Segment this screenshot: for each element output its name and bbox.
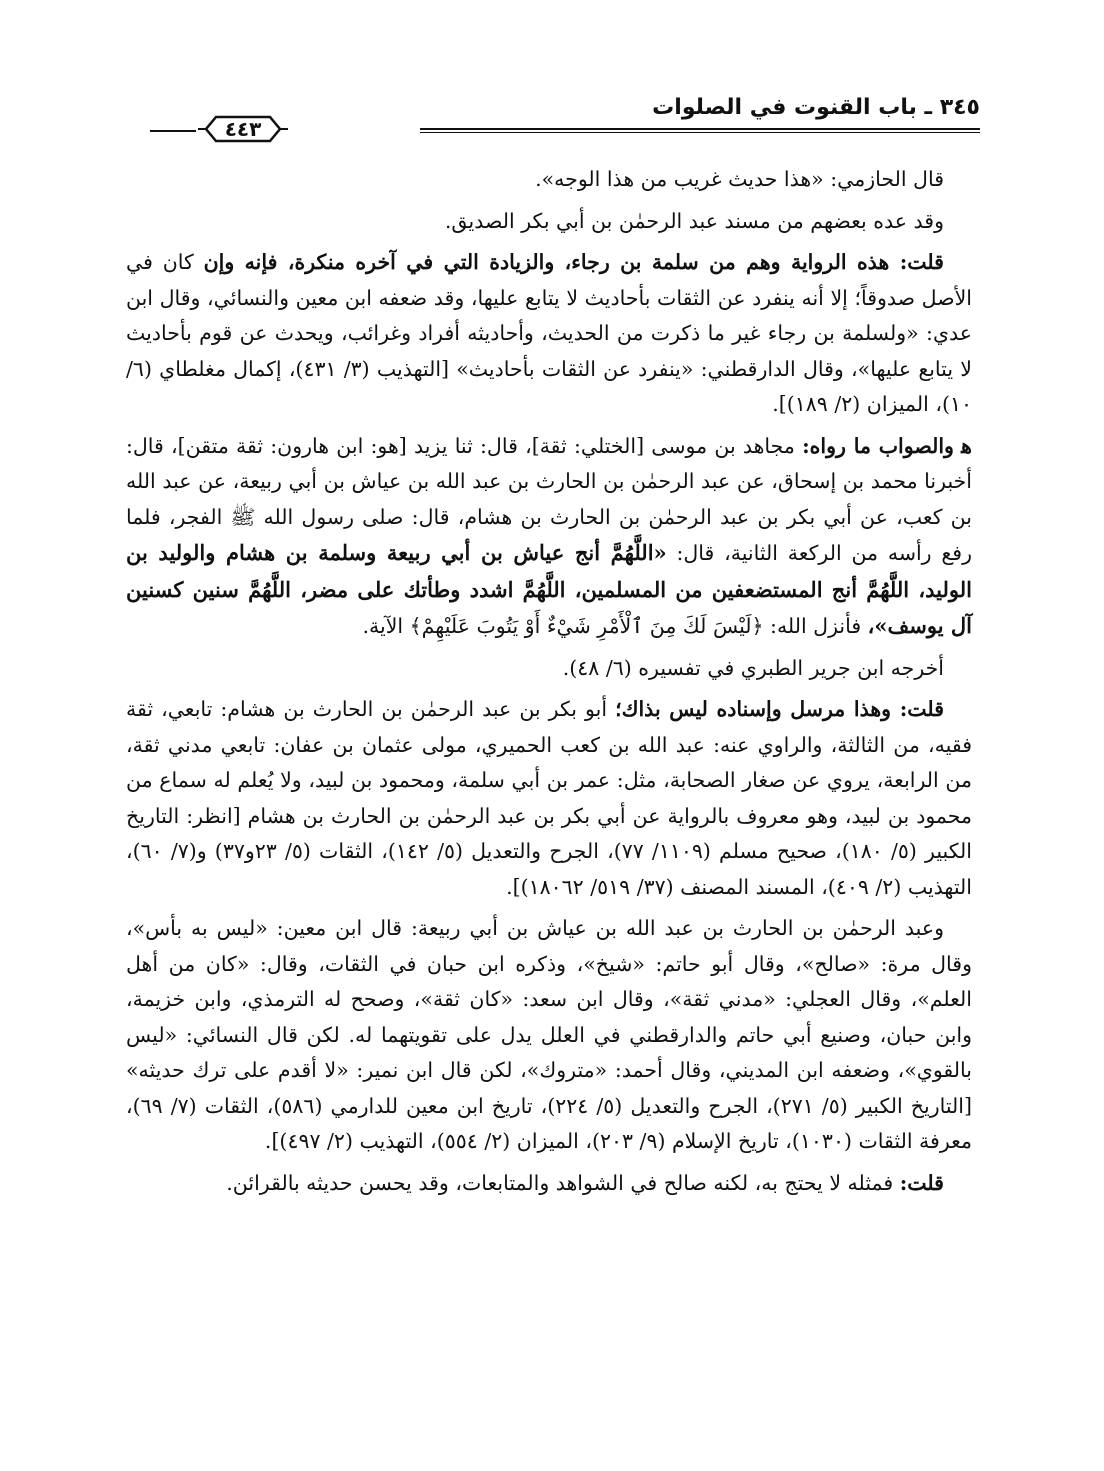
page-header — [150, 94, 980, 150]
hadith-quote: «اللَّهُمَّ أنج عياش بن أبي ربيعة وسلمة بن هشام والوليد بن الوليد، اللَّهُمَّ أنج المستضعفين من المسلمين، اللَّهُمَّ اشدد وطأتك على مضر، اللَّهُمَّ سنين كسنين آل يوسف»، — [126, 540, 972, 638]
paragraph-3-bold: هذه الرواية وهم من سلمة بن رجاء، والزيادة التي في آخره منكرة، فإنه وإن — [203, 250, 900, 274]
paragraph-3-lead: قلت: — [899, 250, 944, 274]
header-rule-left — [150, 130, 196, 132]
main-text — [126, 162, 972, 1207]
paragraph-6-text: أبو بكر بن عبد الرحمٰن بن الحارث بن هشام: تابعي، ثقة فقيه، من الثالثة، والراوي عنه: عبد الله بن كعب الحميري، مولى عثمان بن عفان: تابعي مدني ثقة، من الرابعة، يروي عن صغار الصحابة، مثل: عمر بن أبي سلمة، ومحمود بن لبيد، ولا يُعلم له سماع من محمود بن لبيد، وهو معروف بالرواية عن أبي بكر بن عبد الرحمٰن بن الحارث بن هشام [انظر: التاريخ الكبير (٥/ ١٨٠)، صحيح مسلم (١١٠٩/ ٧٧)، الجرح والتعديل (٥/ ١٤٢)، الثقات (٥/ ٢٣و٣٧) و(٧/ ٦٠)، التهذيب (٢/ ٤٠٩)، المسند المصنف (٣٧/ ٥١٩/ ١٨٠٦٢)]. — [126, 697, 972, 899]
bullet-icon: ﻫ — [961, 433, 972, 458]
header-rule-thin — [420, 132, 980, 133]
page-number-badge — [198, 112, 288, 146]
paragraph-3 — [126, 245, 972, 423]
paragraph-6 — [126, 692, 972, 905]
running-title: ٣٤٥ ـ باب القنوت في الصلوات — [652, 95, 980, 120]
paragraph-4-end: فأنزل الله: ﴿لَيْسَ لَكَ مِنَ ٱلْأَمْرِ شَيْءٌ أَوْ يَتُوبَ عَلَيْهِمْ﴾ الآية. — [362, 614, 868, 638]
paragraph-2: وقد عده بعضهم من مسند عبد الرحمٰن بن أبي بكر الصديق. — [444, 208, 944, 233]
paragraph-8-text: فمثله لا يحتج به، لكنه صالح في الشواهد والمتابعات، وقد يحسن حديثه بالقرائن. — [226, 1170, 900, 1195]
paragraph-4-text: مجاهد بن موسى [الختلي: ثقة]، قال: ثنا يزيد [هو: ابن هارون: ثقة متقن]، قال: أخبرنا محمد بن إسحاق، عن عبد الرحمٰن بن الحارث بن عبد الله بن عياش بن أبي ربيعة، عن عبد الله بن كعب، عن أبي بكر بن عبد الرحمٰن بن الحارث بن هشام، قال: صلى رسول الله ﷺ الفجر، فلما رفع رأسه من الركعة الثانية، قال: — [126, 433, 972, 565]
paragraph-4 — [126, 429, 972, 645]
header-rule — [420, 128, 980, 130]
paragraph-3-rest: كان في الأصل صدوقاً؛ إلا أنه ينفرد عن الثقات بأحاديث لا يتابع عليها، وقد ضعفه ابن معين والنسائي، وقال ابن عدي: «ولسلمة بن رجاء غير ما ذكرت من الحديث، وأحاديثه أفراد وغرائب، ويحدث عن قوم بأحاديث لا يتابع عليها»، وقال الدارقطني: «ينفرد عن الثقات بأحاديث» [التهذيب (٣/ ٤٣١)، إكمال مغلطاي (٦/ ١٠)، الميزان (٢/ ١٨٩)]. — [126, 250, 972, 416]
paragraph-5: أخرجه ابن جرير الطبري في تفسيره (٦/ ٤٨). — [562, 655, 944, 680]
paragraph-8 — [126, 1166, 972, 1202]
page-number: ٤٤٣ — [224, 117, 262, 141]
paragraph-8-lead: قلت: — [899, 1170, 944, 1195]
paragraph-4-lead: والصواب ما رواه: — [802, 433, 954, 458]
paragraph-1: قال الحازمي: «هذا حديث غريب من هذا الوجه». — [535, 167, 944, 191]
paragraph-6-lead: قلت: وهذا مرسل وإسناده ليس بذاك؛ — [615, 697, 945, 721]
paragraph-7: وعبد الرحمٰن بن الحارث بن عبد الله بن عياش بن أبي ربيعة: قال ابن معين: «ليس به بأس»، وقال مرة: «صالح»، وقال أبو حاتم: «شيخ»، وذكره ابن حبان في الثقات، وقال: «كان من أهل العلم»، وقال العجلي: «مدني ثقة»، وقال ابن سعد: «كان ثقة»، وصحح له الترمذي، وابن خزيمة، وابن حبان، وصنيع أبي حاتم والدارقطني في العلل يدل على تقويتهما له. لكن قال النسائي: «ليس بالقوي»، وضعفه ابن المديني، وقال أحمد: «متروك»، لكن قال ابن نمير: «لا أقدم على ترك حديثه» [التاريخ الكبير (٥/ ٢٧١)، الجرح والتعديل (٥/ ٢٢٤)، تاريخ ابن معين للدارمي (٥٨٦)، الثقات (٧/ ٦٩)، معرفة الثقات (١٠٣٠)، تاريخ الإسلام (٩/ ٢٠٣)، الميزان (٢/ ٥٥٤)، التهذيب (٢/ ٤٩٧)]. — [126, 916, 972, 1153]
